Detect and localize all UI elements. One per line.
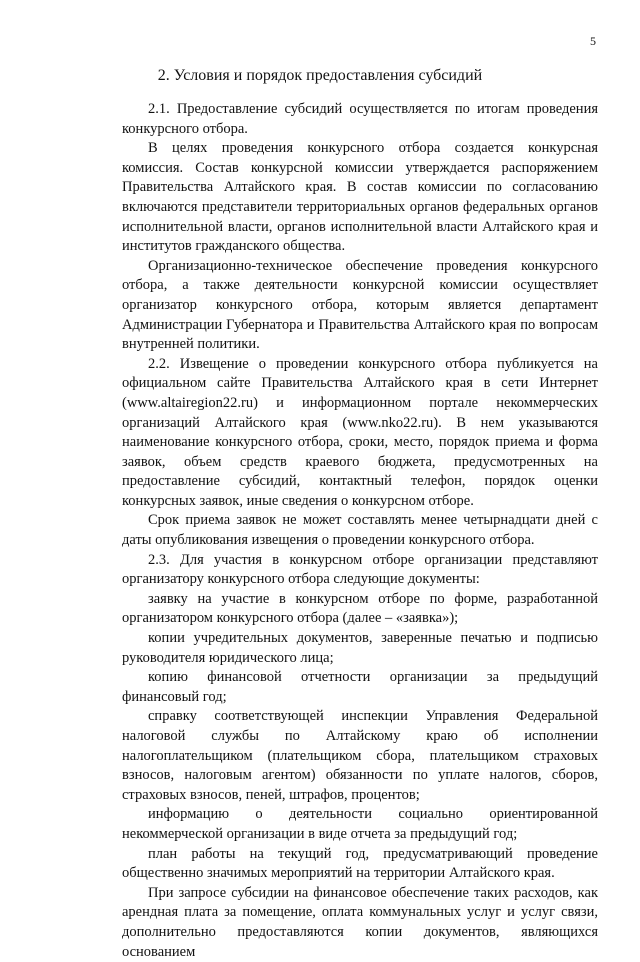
paragraph: Срок приема заявок не может составлять менее четырнадцати дней с даты опубликования извещения о проведении конкурсного отбора. <box>122 512 598 549</box>
list-item: заявку на участие в конкурсном отборе по форме, разработанной организатором конкурсного отбора (далее – «заявка»); <box>122 590 598 627</box>
list-item: справку соответствующей инспекции Управления Федеральной налоговой службы по Алтайскому краю об исполнении налогоплательщиком (плательщиком сбора, плательщиком страховых взносов, налоговым агентом) обязанности по уплате налогов, сборов, страховых взносов, пеней, штрафов, процентов; <box>122 708 598 803</box>
page-number: 5 <box>590 34 596 48</box>
list-item: копию финансовой отчетности организации за предыдущий финансовый год; <box>122 669 598 705</box>
list-item: план работы на текущий год, предусматривающий проведение общественно значимых мероприятий на территории Алтайского края. <box>122 845 598 882</box>
list-item: информацию о деятельности социально ориентированной некоммерческой организации в виде отчета за предыдущий год; <box>122 806 598 842</box>
paragraph: 2.2. Извещение о проведении конкурсного отбора публикуется на официальном сайте Правительства Алтайского края в сети Интернет (www.altairegion22.ru) и информационном портале некоммерческих организаций Алтайского края (www.nko22.ru). В нем указываются наименование конкурсного отбора, сроки, место, порядок приема и форма заявок, объем средств краевого бюджета, предусмотренных на предоставление субсидий, контактный телефон, порядок оценки конкурсных заявок, иные сведения о конкурсном отборе. <box>122 355 598 509</box>
list-item: копии учредительных документов, заверенные печатью и подписью руководителя юридического лица; <box>122 630 598 666</box>
paragraph: Организационно-техническое обеспечение проведения конкурсного отбора, а также деятельности конкурсной комиссии осуществляет организатор конкурсного отбора, которым является департамент Администрации Губернатора и Правительства Алтайского края по вопросам внутренней политики. <box>122 257 598 353</box>
paragraph: 2.1. Предоставление субсидий осуществляется по итогам проведения конкурсного отбора. <box>122 101 598 137</box>
section-title: 2. Условия и порядок предоставления субсидий <box>157 67 483 84</box>
document-body <box>122 100 598 962</box>
paragraph: 2.3. Для участия в конкурсном отборе организации представляют организатору конкурсного отбора следующие документы: <box>122 551 598 588</box>
paragraph: В целях проведения конкурсного отбора создается конкурсная комиссия. Состав конкурсной комиссии утверждается распоряжением Правительства Алтайского края. В состав комиссии по согласованию включаются представители территориальных органов федеральных органов исполнительной власти, органов исполнительной власти Алтайского края и институтов гражданского общества. <box>122 140 598 255</box>
paragraph: При запросе субсидии на финансовое обеспечение таких расходов, как арендная плата за помещение, оплата коммунальных услуг и услуг связи, дополнительно предоставляются копии документов, являющихся основанием <box>122 884 598 960</box>
